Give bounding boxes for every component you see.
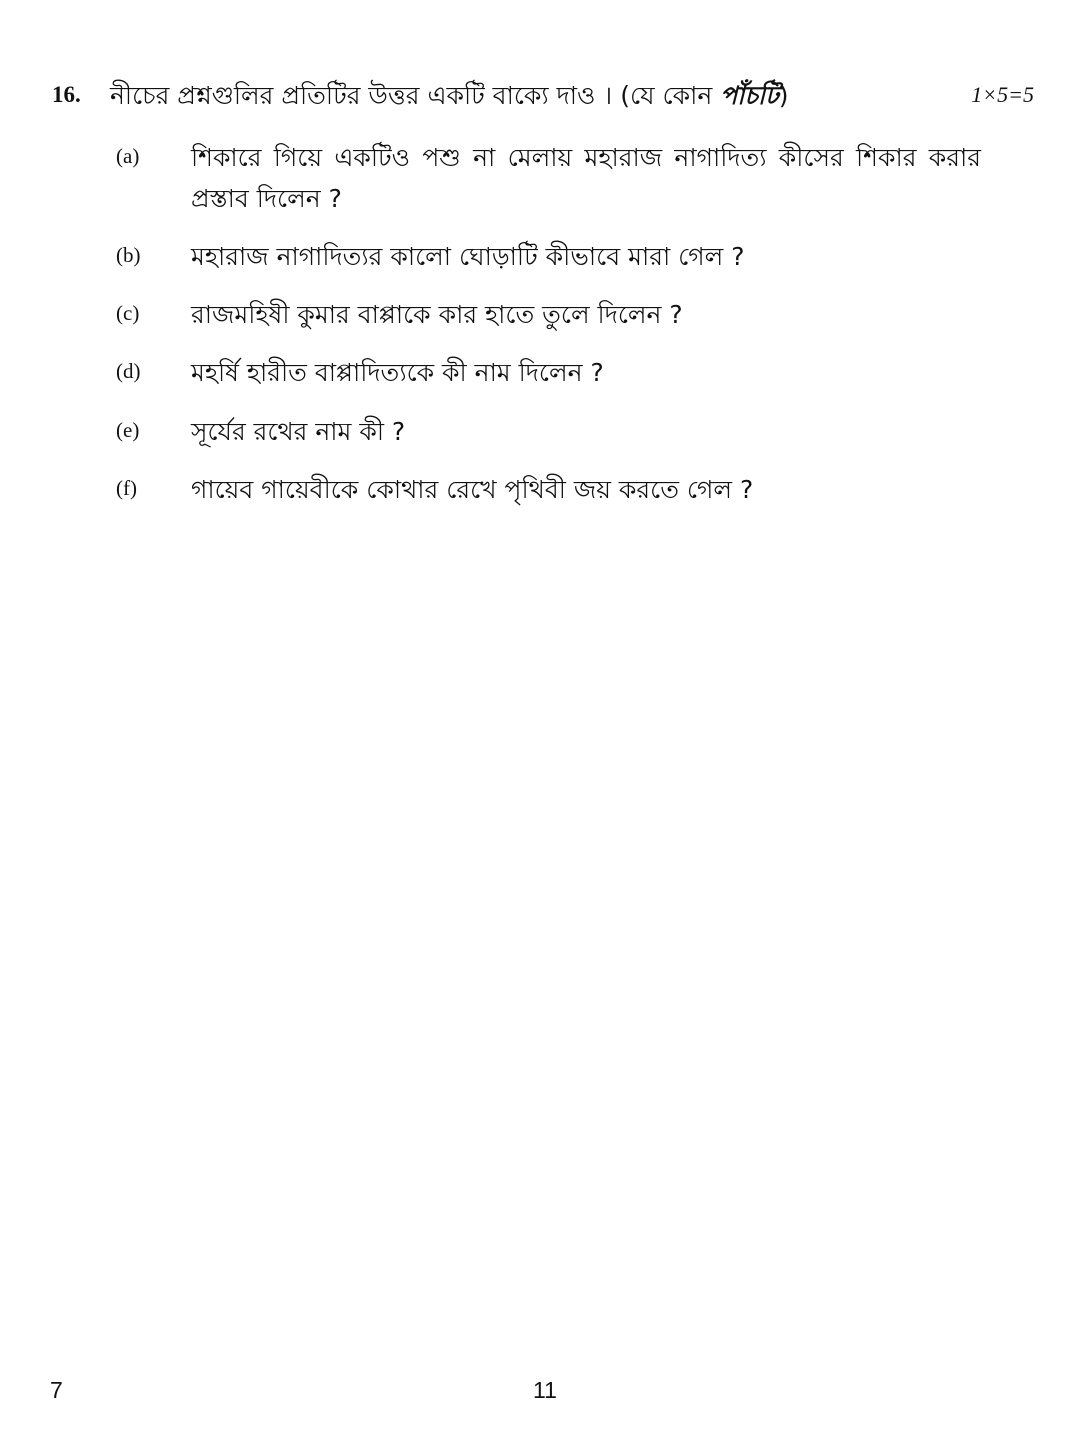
sub-question-label: (b) [116, 243, 141, 267]
question-number: 16. [52, 82, 81, 107]
question-instruction-close: ) [778, 81, 789, 110]
question-instruction-text: নীচের প্রশ্নগুলির প্রতিটির উত্তর একটি বাক্যে দাও । (যে কোন [110, 81, 721, 110]
footer-page-number: 11 [533, 1377, 557, 1403]
sub-question-label: (d) [116, 359, 141, 383]
question-instruction [110, 76, 788, 119]
question-emphasis: পাঁচটি [720, 81, 779, 110]
sub-question-label: (a) [116, 144, 140, 168]
sub-question-label: (e) [116, 418, 140, 442]
sub-question-label: (c) [116, 301, 140, 325]
sub-question-label: (f) [116, 476, 137, 500]
sub-question-text: শিকারে গিয়ে একটিও পশু না মেলায় মহারাজ নাগাদিত্য কীসের শিকার করার প্রস্তাব দিলেন ? [191, 143, 981, 213]
question-header [52, 76, 1042, 116]
sub-question-text: সূর্যের রথের নাম কী ? [191, 417, 406, 446]
footer-code: 7 [50, 1377, 63, 1403]
sub-question-text: মহর্ষি হারীত বাপ্পাদিত্যকে কী নাম দিলেন ? [191, 358, 604, 387]
question-marks: 1×5=5 [971, 82, 1034, 107]
sub-question-text: মহারাজ নাগাদিত্যর কালো ঘোড়াটি কীভাবে মারা গেল ? [191, 242, 745, 271]
sub-question-text: গায়েব গায়েবীকে কোথার রেখে পৃথিবী জয় করতে গেল ? [191, 475, 754, 504]
sub-question-text: রাজমহিষী কুমার বাপ্পাকে কার হাতে তুলে দিলেন ? [191, 300, 683, 329]
